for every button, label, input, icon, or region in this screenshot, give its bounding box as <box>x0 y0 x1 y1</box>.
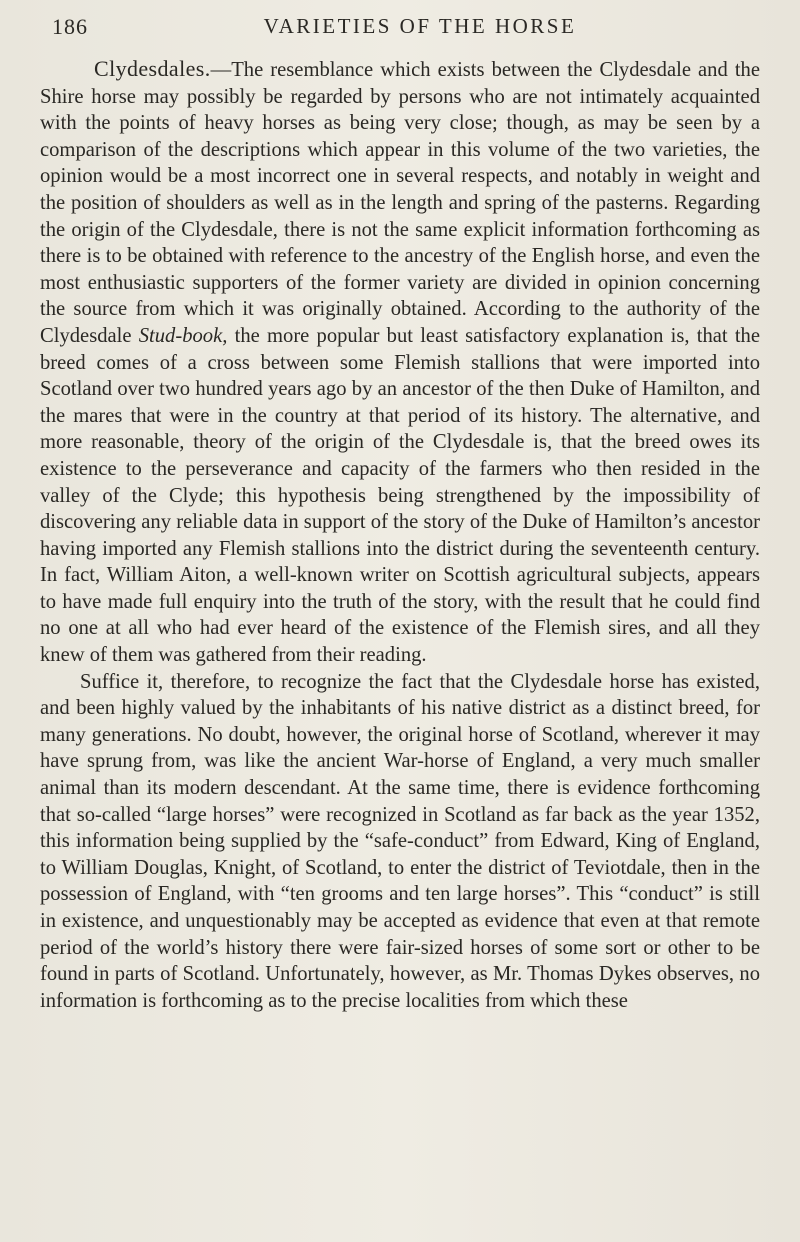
running-title: VARIETIES OF THE HORSE <box>263 14 577 38</box>
stud-book-title: Stud-book, <box>138 324 228 347</box>
page-number: 186 <box>52 14 88 39</box>
paragraph-2: Suffice it, therefore, to recognize the fact that the Clydesdale horse has existed, and been highly valued by the inhabitants of his native district as a distinct breed, for many generations. No doubt, however, the original horse of Scotland, wherever it may have sprung from, was like the ancient War-horse of England, a very much smaller animal than its modern descendant. At the same time, there is evidence forthcoming that so-called “large horses” were recognized in Scotland as far back as the year 1352, this information being supplied by the “safe-conduct” from Edward, King of England, to William Douglas, Knight, of Scotland, to enter the district of Teviotdale, then in the possession of England, with “ten grooms and ten large horses”. This “conduct” is still in existence, and unquestionably may be accepted as evidence that even at that remote period of the world’s history there were fair-sized horses of some sort or other to be found in parts of Scotland. Unfortunately, however, as Mr. Thomas Dykes observes, no information is forthcoming as to the precise localities from which these <box>40 670 760 1012</box>
paragraph-1 <box>40 56 760 669</box>
body-text <box>40 56 760 1014</box>
section-heading: Clydesdales. <box>94 56 211 81</box>
paragraph-1-text-b: the more popular but least satisfactory explanation is, that the breed comes of a cross between some Flemish stallions that were imported into Scotland over two hundred years ago by an ancestor of the then Duke of Hamilton, and the mares that were in the country at that period of its history. The alternative, and more reasonable, theory of the origin of the Clydesdale is, that the breed owes its existence to the perseverance and capacity of the farmers who then resided in the valley of the Clyde; this hypothesis being strengthened by the impossibility of discovering any reliable data in support of the story of the Duke of Hamilton’s ancestor having imported any Flemish stallions into the district during the seventeenth century. In fact, William Aiton, a well-known writer on Scottish agricultural subjects, appears to have made full enquiry into the truth of the story, with the result that he could find no one at all who had ever heard of the existence of the Flemish sires, and all they knew of them was gathered from their reading. <box>40 324 760 667</box>
paragraph-1-text-a: The resemblance which exists between the Clydesdale and the Shire horse may possibly be regarded by persons who are not intimately acquainted with the points of heavy horses as being very close; though, as may be seen by a comparison of the descriptions which appear in this volume of the two varieties, the opinion would be a most incorrect one in several respects, and notably in weight and the position of shoulders as well as in the length and spring of the pasterns. Regarding the origin of the Clydesdale, there is not the same explicit information forthcoming as there is to be obtained with reference to the ancestry of the English horse, and even the most enthusiastic supporters of the former variety are divided in opinion concerning the source from which it was originally obtained. According to the authority of the Clydesdale <box>40 59 760 347</box>
running-head <box>40 8 760 56</box>
heading-dash: — <box>210 59 232 81</box>
